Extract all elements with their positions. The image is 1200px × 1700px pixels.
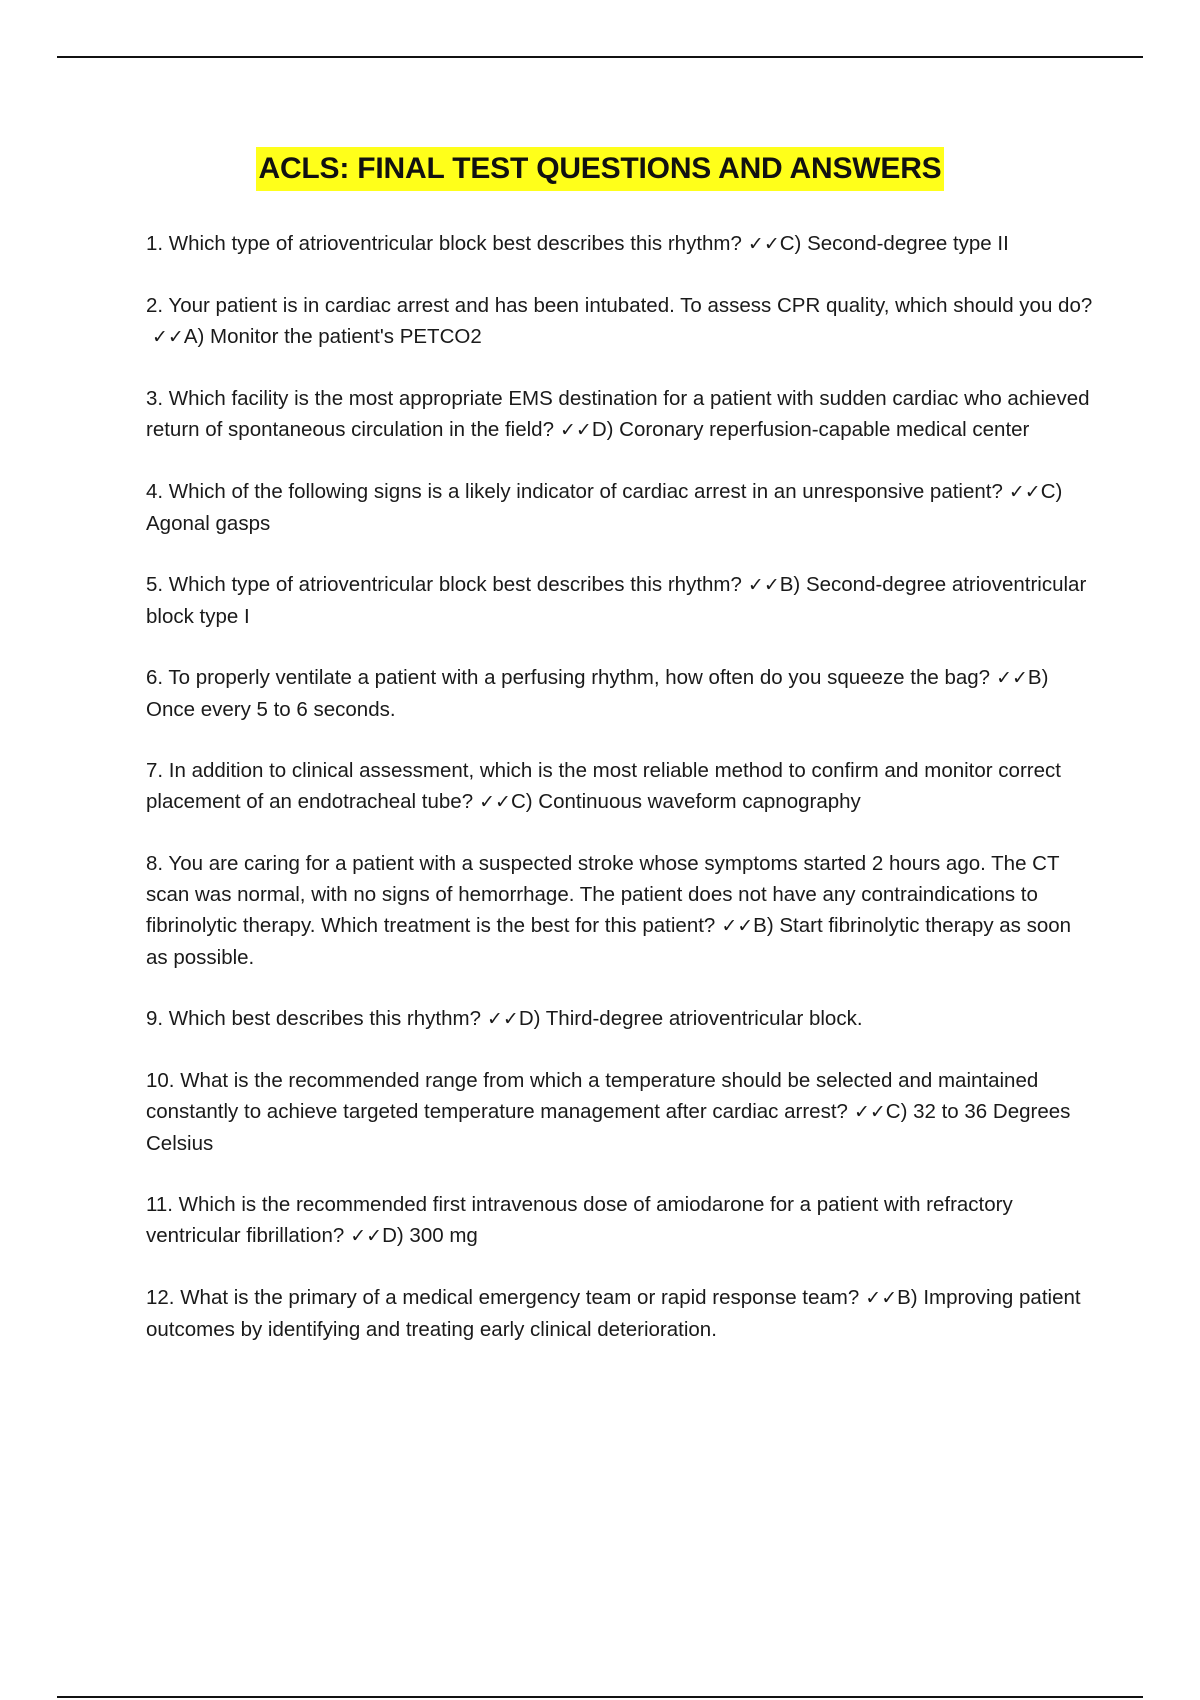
qa-item (146, 1189, 1096, 1252)
question-text: 10. What is the recommended range from which a temperature should be selected and maintained constantly to achieve targeted temperature management after cardiac arrest? (146, 1069, 1039, 1123)
question-text: 9. Which best describes this rhythm? (146, 1007, 481, 1030)
answer-text: B) Once every 5 to 6 seconds. (146, 666, 1049, 721)
qa-item (146, 848, 1096, 973)
question-text: 6. To properly ventilate a patient with a perfusing rhythm, how often do you squeeze the bag? (146, 666, 991, 689)
qa-item (146, 1003, 1096, 1035)
check-icon: ✓✓ (479, 791, 511, 813)
check-icon: ✓✓ (1008, 481, 1041, 503)
check-icon: ✓✓ (996, 667, 1028, 689)
qa-item (146, 476, 1096, 539)
qa-item (146, 383, 1096, 446)
question-text: 2. Your patient is in cardiac arrest and has been intubated. To assess CPR quality, which should you do? (146, 294, 1093, 317)
qa-item (146, 662, 1096, 725)
answer-text: A) Monitor the patient's PETCO2 (183, 325, 482, 348)
answer-text: D) 300 mg (382, 1224, 478, 1247)
question-text: 7. In addition to clinical assessment, which is the most reliable method to confirm and monitor correct placement of an endotracheal tube? (146, 759, 1061, 813)
question-text: 8. You are caring for a patient with a suspected stroke whose symptoms started 2 hours ago. The CT scan was normal, with no signs of hemorrhage. The patient does not have any contraindications to fibrinolytic therapy. Which treatment is the best for this patient? (146, 852, 1060, 937)
check-icon: ✓✓ (747, 574, 780, 596)
answer-text: C) Second-degree type II (779, 232, 1009, 255)
check-icon: ✓✓ (350, 1225, 383, 1247)
qa-item (146, 1065, 1096, 1159)
qa-item (146, 228, 1096, 260)
answer-text: D) Third-degree atrioventricular block. (518, 1007, 863, 1030)
answer-text: B) Second-degree atrioventricular block type I (146, 573, 1087, 628)
bottom-divider (57, 1696, 1143, 1698)
question-text: 11. Which is the recommended first intravenous dose of amiodarone for a patient with refractory ventricular fibrillation? (146, 1193, 1013, 1247)
check-icon: ✓✓ (559, 419, 592, 441)
qa-item (146, 290, 1096, 353)
check-icon: ✓✓ (486, 1008, 519, 1030)
qa-list (146, 228, 1096, 1375)
check-icon: ✓✓ (721, 915, 754, 937)
qa-item (146, 755, 1096, 818)
question-text: 4. Which of the following signs is a likely indicator of cardiac arrest in an unresponsive patient? (146, 480, 1003, 503)
page-title: ACLS: FINAL TEST QUESTIONS AND ANSWERS (256, 147, 945, 191)
check-icon: ✓✓ (152, 326, 184, 348)
title-container (0, 147, 1200, 191)
check-icon: ✓✓ (747, 233, 780, 255)
top-divider (57, 56, 1143, 58)
question-text: 5. Which type of atrioventricular block best describes this rhythm? (146, 573, 742, 596)
answer-text: D) Coronary reperfusion-capable medical center (591, 418, 1030, 441)
answer-text: C) 32 to 36 Degrees Celsius (146, 1100, 1071, 1155)
answer-text: B) Start fibrinolytic therapy as soon as possible. (146, 914, 1072, 969)
qa-item (146, 569, 1096, 632)
answer-text: B) Improving patient outcomes by identifying and treating early clinical deterioration. (146, 1286, 1081, 1341)
question-text: 3. Which facility is the most appropriate EMS destination for a patient with sudden cardiac who achieved return of spontaneous circulation in the field? (146, 387, 1090, 441)
qa-item (146, 1282, 1096, 1345)
question-text: 1. Which type of atrioventricular block best describes this rhythm? (146, 232, 742, 255)
check-icon: ✓✓ (865, 1287, 898, 1309)
question-text: 12. What is the primary of a medical emergency team or rapid response team? (146, 1286, 860, 1309)
answer-text: C) Agonal gasps (146, 480, 1063, 535)
answer-text: C) Continuous waveform capnography (510, 790, 861, 813)
check-icon: ✓✓ (853, 1101, 886, 1123)
